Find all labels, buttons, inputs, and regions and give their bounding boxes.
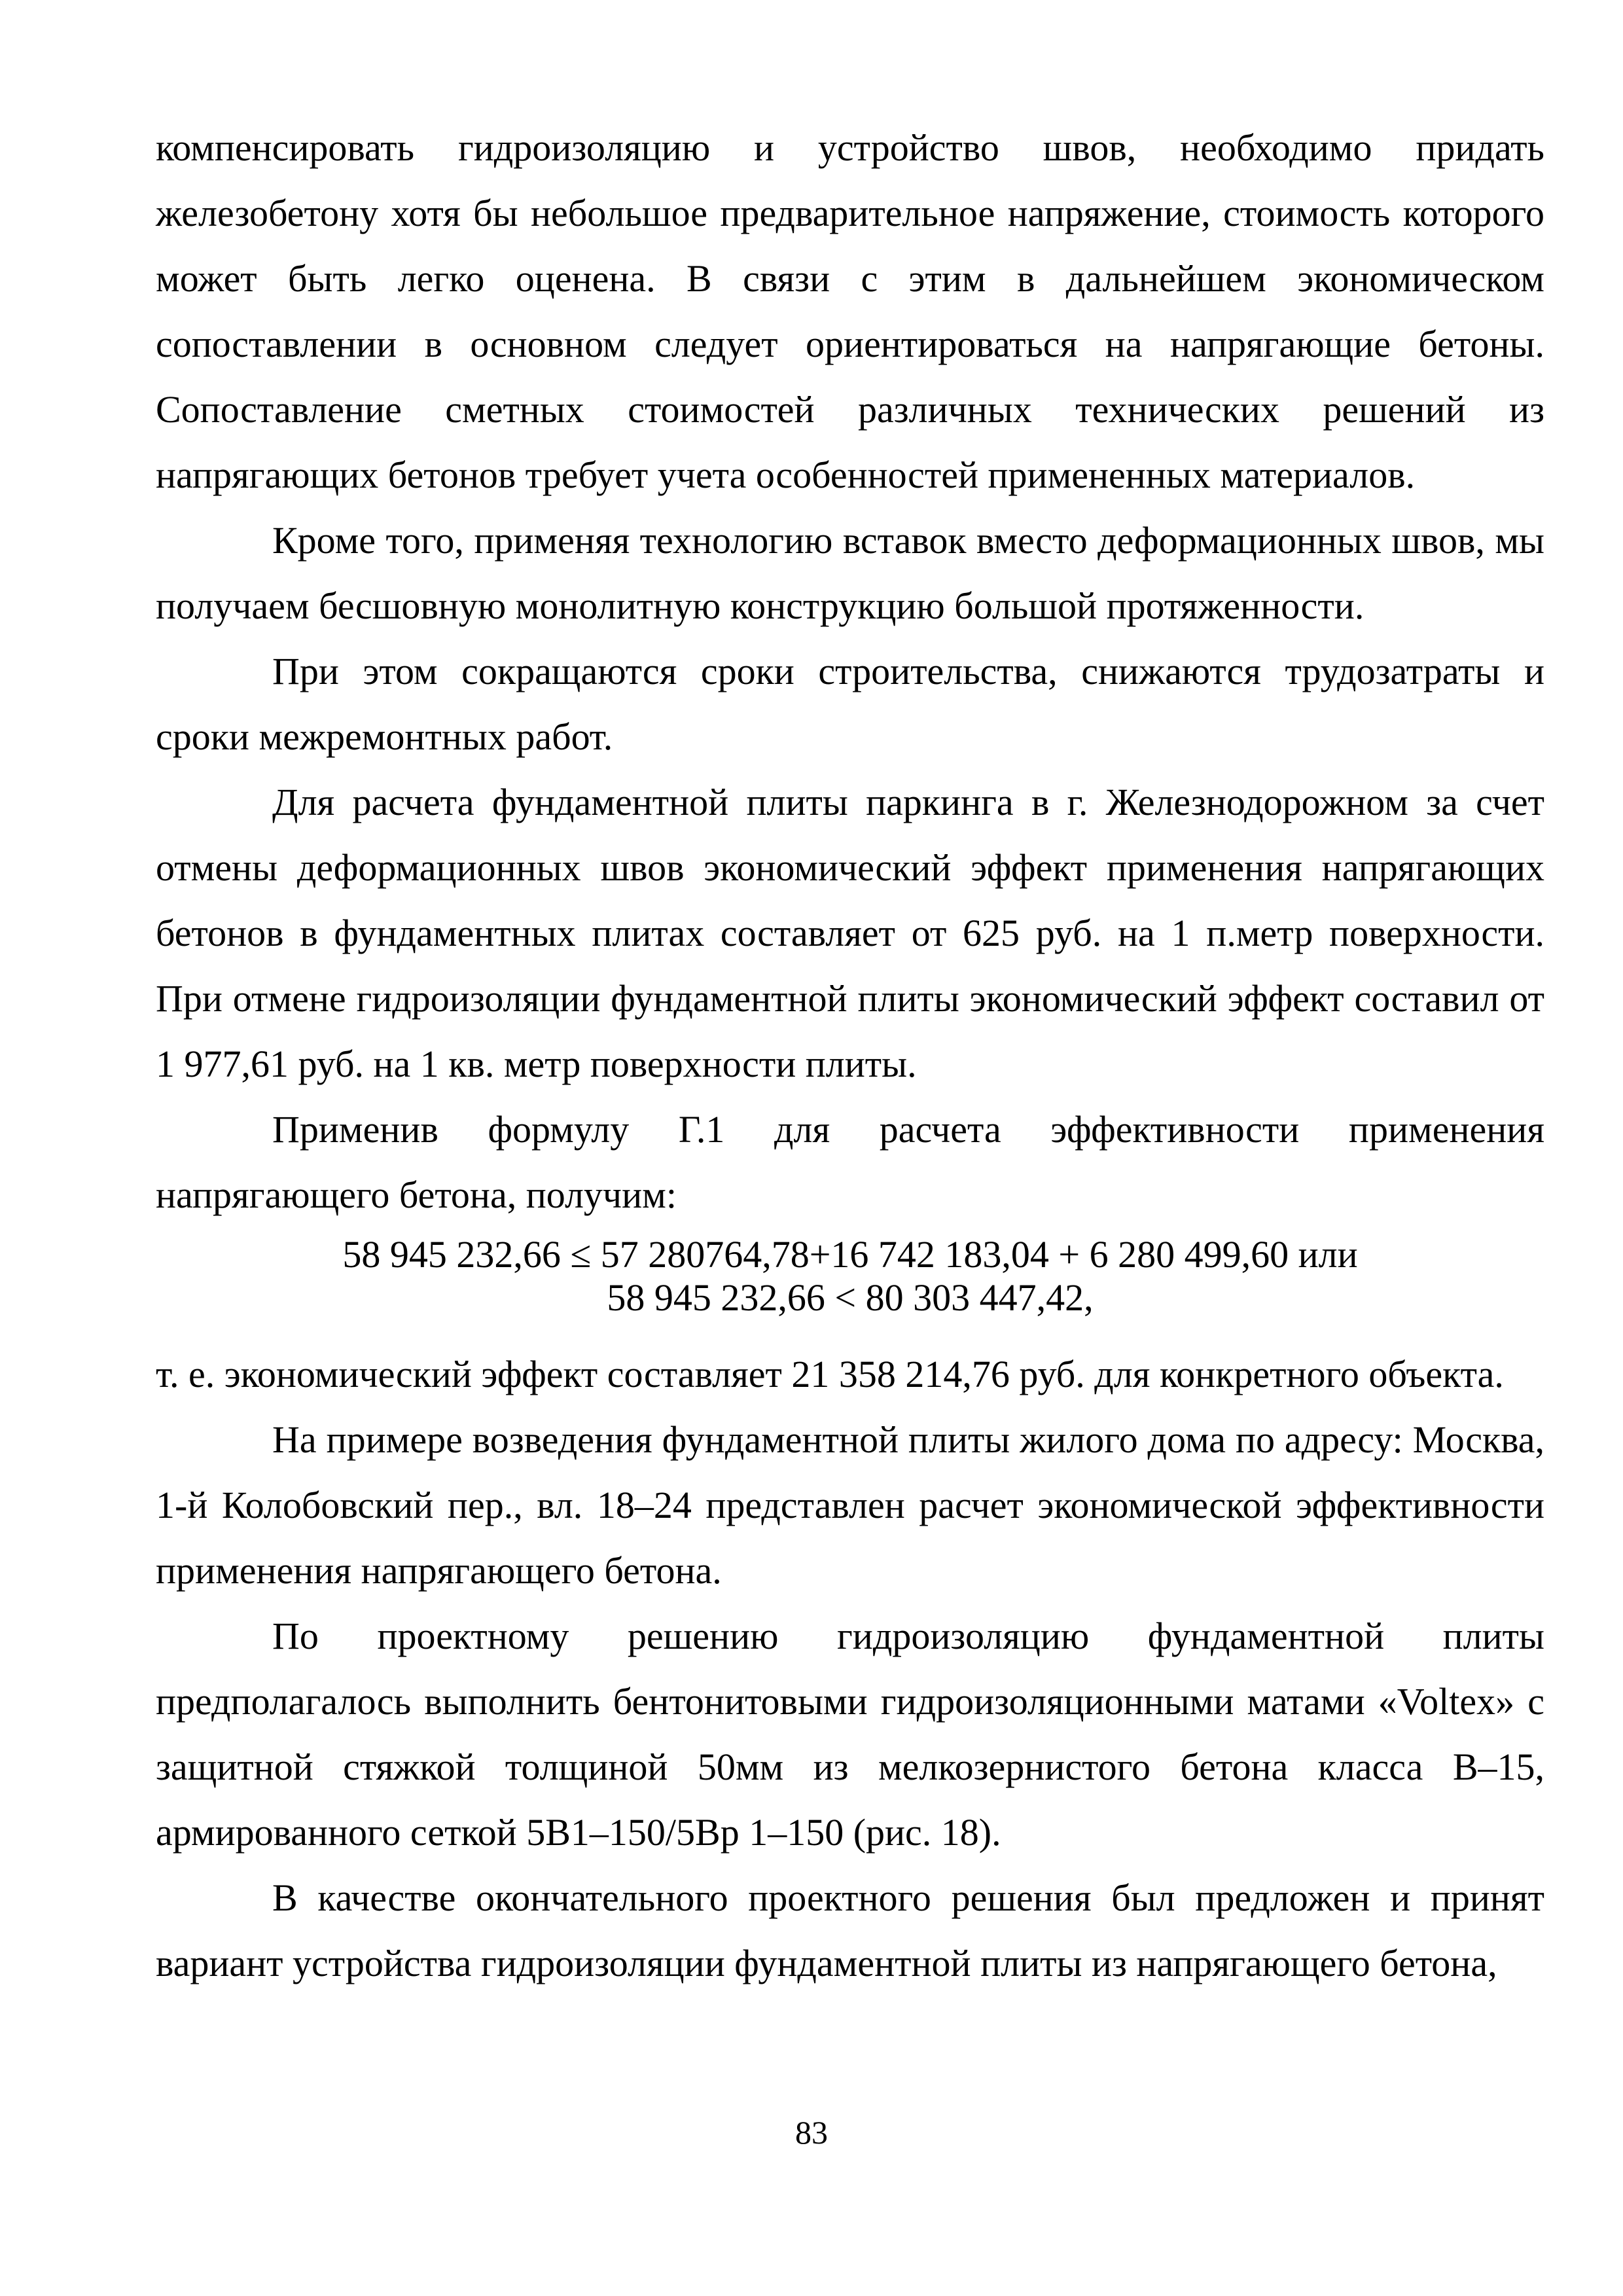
formula	[156, 1233, 1544, 1319]
formula-line-2: 58 945 232,66 < 80 303 447,42,	[607, 1276, 1094, 1319]
formula-line-1: 58 945 232,66 ≤ 57 280764,78+16 742 183,04 + 6 280 499,60 или	[342, 1233, 1358, 1276]
paragraph-formula-intro: Применив формулу Г.1 для расчета эффективности применения напрягающего бетона, получим:	[156, 1108, 1544, 1216]
paragraph-final-solution: В качестве окончательного проектного решения был предложен и принят вариант устройства гидроизоляции фундаментной плиты из напрягающего бетона,	[156, 1876, 1544, 1984]
paragraph-project-solution: По проектному решению гидроизоляцию фундаментной плиты предполагалось выполнить бентонитовыми гидроизоляционными матами «Voltex» с защитной стяжкой толщиной 50мм из мелкозернистого бетона класса В–15, армированного сеткой 5В1–150/5Вр 1–150 (рис. 18).	[156, 1615, 1544, 1854]
paragraph-moscow-example: На примере возведения фундаментной плиты жилого дома по адресу: Москва, 1-й Колобовский пер., вл. 18–24 представлен расчет экономической эффективности применения напрягающего бетона.	[156, 1418, 1544, 1592]
page-number: 83	[795, 2114, 828, 2151]
paragraph-parking-slab-effect: Для расчета фундаментной плиты паркинга в г. Железнодорожном за счет отмены деформационных швов экономический эффект применения напрягающих бетонов в фундаментных плитах составляет от 625 руб. на 1 п.метр поверхности. При отмене гидроизоляции фундаментной плиты экономический эффект составил от 1 977,61 руб. на 1 кв. метр поверхности плиты.	[156, 781, 1544, 1085]
paragraph-seamless-construction: Кроме того, применяя технологию вставок вместо деформационных швов, мы получаем бесшовную монолитную конструкцию большой протяженности.	[156, 519, 1544, 627]
body-text	[156, 115, 1544, 1996]
paragraph-cost-comparison: компенсировать гидроизоляцию и устройство швов, необходимо придать железобетону хотя бы небольшое предварительное напряжение, стоимость которого может быть легко оценена. В связи с этим в дальнейшем экономическом сопоставлении в основном следует ориентироваться на напрягающие бетоны. Сопоставление сметных стоимостей различных технических решений из напрягающих бетонов требует учета особенностей примененных материалов.	[156, 126, 1544, 496]
paragraph-economic-effect: т. е. экономический эффект составляет 21 358 214,76 руб. для конкретного объекта.	[156, 1353, 1504, 1395]
paragraph-reduced-terms: При этом сокращаются сроки строительства, снижаются трудозатраты и сроки межремонтных работ.	[156, 650, 1544, 758]
